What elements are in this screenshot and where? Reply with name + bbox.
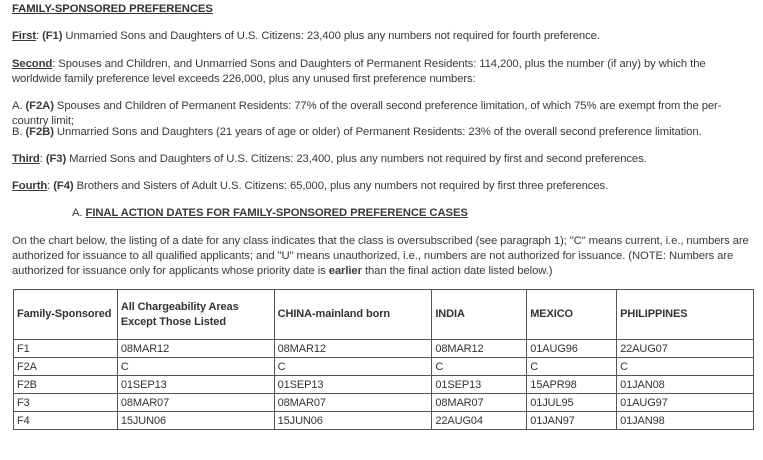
f1-code: (F1) (42, 30, 63, 42)
table-cell: 22AUG07 (617, 340, 754, 358)
f2b-code: (F2B) (25, 126, 54, 138)
header-china: CHINA-mainland born (274, 290, 432, 340)
f4-code: (F4) (53, 180, 74, 192)
table-cell: 01AUG97 (617, 394, 754, 412)
f2a-code: (F2A) (25, 100, 54, 112)
table-cell: 01JAN98 (617, 412, 754, 430)
header-family-sponsored: Family-Sponsored (14, 290, 118, 340)
table-cell: 22AUG04 (432, 412, 527, 430)
row-label: F2A (14, 358, 118, 376)
first-label: First (12, 30, 36, 42)
table-row (14, 340, 754, 358)
table-cell: 08MAR07 (432, 394, 527, 412)
table-row (14, 358, 754, 376)
chart-note: On the chart below, the listing of a date for any class indicates that the class is oversubscribed (see paragraph 1); "C" means current, i.e., numbers are authorized for issuance to all qualified applicants; and "U" means unauthorized, i.e., numbers are not authorized for issuance. (NOTE: Numbers are authorized for issuance only for applicants whose priority date is earlier than the final action date listed below.) (12, 235, 749, 277)
table-cell: 01JAN08 (617, 376, 754, 394)
table-cell: 08MAR12 (432, 340, 527, 358)
table-cell: 08MAR12 (117, 340, 274, 358)
table-cell: 08MAR12 (274, 340, 432, 358)
table-cell: 01SEP13 (274, 376, 432, 394)
header-india: INDIA (432, 290, 527, 340)
final-action-title: FINAL ACTION DATES FOR FAMILY-SPONSORED PREFERENCE CASES (85, 207, 468, 219)
table-cell: C (617, 358, 754, 376)
table-cell: 01SEP13 (117, 376, 274, 394)
table-cell: C (527, 358, 617, 376)
fourth-label: Fourth (12, 180, 48, 192)
table-cell: 15APR98 (527, 376, 617, 394)
row-label: F3 (14, 394, 118, 412)
table-cell: 01SEP13 (432, 376, 527, 394)
table-row (14, 376, 754, 394)
row-label: F4 (14, 412, 118, 430)
note-emphasis: earlier (328, 265, 362, 277)
row-label: F2B (14, 376, 118, 394)
table-cell: 08MAR07 (117, 394, 274, 412)
second-preference: Second: Spouses and Children, and Unmarried Sons and Daughters of Permanent Residents: 114,200, plus the number (if any) by which the worldwide family preference level exceeds 226,000, plus any unused first preference numbers: (12, 58, 706, 85)
third-preference: Third: (F3) Married Sons and Daughters of U.S. Citizens: 23,400, plus any numbers not required by first and second preferences. (12, 153, 647, 165)
table-header-row (14, 290, 754, 340)
f2a-preference: A. (F2A) Spouses and Children of Permanent Residents: 77% of the overall second preference limitation, of which 75% are exempt from the per-country limit; (12, 100, 722, 127)
table-row (14, 412, 754, 430)
header-philippines: PHILIPPINES (617, 290, 754, 340)
table-row (14, 394, 754, 412)
table-cell: 15JUN06 (117, 412, 274, 430)
table-cell: C (274, 358, 432, 376)
table-cell: 15JUN06 (274, 412, 432, 430)
f3-code: (F3) (45, 153, 67, 165)
final-action-subheading: A. FINAL ACTION DATES FOR FAMILY-SPONSORED PREFERENCE CASES (72, 207, 468, 219)
third-label: Third (12, 153, 40, 165)
table-cell: C (432, 358, 527, 376)
final-action-dates-table (13, 289, 754, 430)
table-cell: 01AUG96 (527, 340, 617, 358)
section-title: FAMILY-SPONSORED PREFERENCES (12, 3, 213, 15)
first-preference: First: (F1) Unmarried Sons and Daughters of U.S. Citizens: 23,400 plus any numbers not required for fourth preference. (12, 30, 600, 42)
table-cell: 01JAN97 (527, 412, 617, 430)
table-cell: C (117, 358, 274, 376)
row-label: F1 (14, 340, 118, 358)
table-cell: 01JUL95 (527, 394, 617, 412)
header-all-chargeability: All Chargeability Areas Except Those Listed (117, 290, 274, 340)
table-cell: 08MAR07 (274, 394, 432, 412)
f2b-preference: B. (F2B) Unmarried Sons and Daughters (21 years of age or older) of Permanent Residents: 23% of the overall second preference limitation. (12, 126, 702, 138)
fourth-preference: Fourth: (F4) Brothers and Sisters of Adult U.S. Citizens: 65,000, plus any numbers not required by first three preferences. (12, 180, 609, 192)
header-mexico: MEXICO (527, 290, 617, 340)
second-label: Second (12, 58, 53, 70)
